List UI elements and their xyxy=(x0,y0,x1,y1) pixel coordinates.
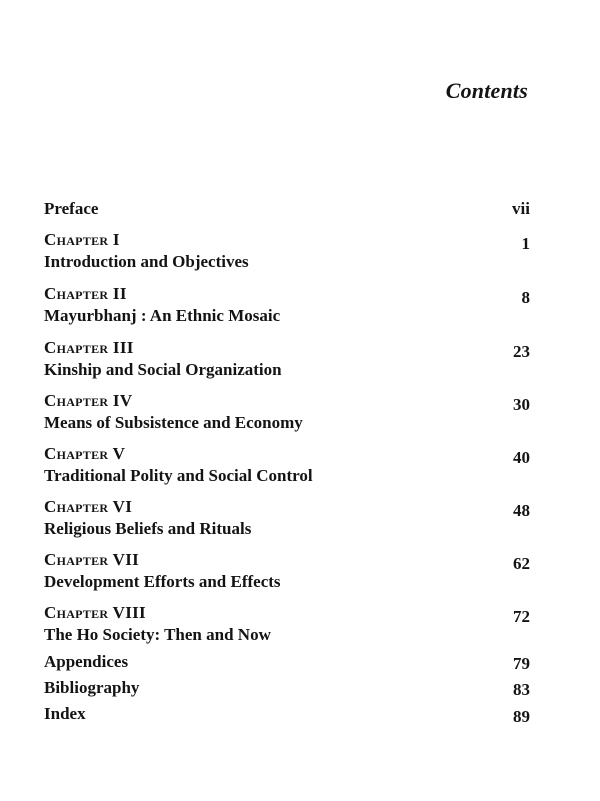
page-number: 40 xyxy=(513,448,530,467)
page-number: 83 xyxy=(513,680,530,699)
toc-entry-appendices[interactable] xyxy=(44,651,530,673)
chapter-label: Chapter II xyxy=(44,284,127,303)
entry-title: Preface xyxy=(44,199,99,218)
toc-entry-chapter-8[interactable] xyxy=(44,602,530,646)
toc-entry-chapter-3[interactable] xyxy=(44,337,530,381)
chapter-title: Development Efforts and Effects xyxy=(44,572,281,591)
page-title: Contents xyxy=(445,78,528,103)
toc-entry-chapter-4[interactable] xyxy=(44,390,530,434)
chapter-label: Chapter IV xyxy=(44,391,133,410)
chapter-title: Kinship and Social Organization xyxy=(44,360,282,379)
toc-entry-chapter-2[interactable] xyxy=(44,283,530,327)
page-number: 79 xyxy=(513,654,530,673)
chapter-title: The Ho Society: Then and Now xyxy=(44,625,271,644)
page-number: 1 xyxy=(521,234,530,253)
toc-entry-chapter-1[interactable] xyxy=(44,229,530,273)
page-number: 72 xyxy=(513,607,530,626)
entry-title: Index xyxy=(44,704,86,723)
toc-entry-chapter-6[interactable] xyxy=(44,496,530,540)
page-number: 8 xyxy=(521,288,530,307)
chapter-label: Chapter V xyxy=(44,444,126,463)
chapter-title: Means of Subsistence and Economy xyxy=(44,413,303,432)
page-number: 48 xyxy=(513,501,530,520)
page-number: 89 xyxy=(513,707,530,726)
chapter-label: Chapter VII xyxy=(44,550,140,569)
page-number: 62 xyxy=(513,554,530,573)
toc-entry-preface[interactable] xyxy=(44,198,530,220)
toc-entry-chapter-5[interactable] xyxy=(44,443,530,487)
toc-entry-bibliography[interactable] xyxy=(44,677,530,699)
toc-entry-index[interactable] xyxy=(44,703,530,725)
chapter-title: Religious Beliefs and Rituals xyxy=(44,519,252,538)
chapter-label: Chapter VIII xyxy=(44,603,146,622)
entry-title: Bibliography xyxy=(44,678,140,697)
entry-title: Appendices xyxy=(44,652,129,671)
page-number: 30 xyxy=(513,395,530,414)
toc-entry-chapter-7[interactable] xyxy=(44,549,530,593)
chapter-title: Traditional Polity and Social Control xyxy=(44,466,313,485)
page-number: vii xyxy=(512,199,530,218)
page-number: 23 xyxy=(513,342,530,361)
chapter-label: Chapter I xyxy=(44,230,120,249)
chapter-label: Chapter III xyxy=(44,338,134,357)
chapter-title: Introduction and Objectives xyxy=(44,252,249,271)
chapter-title: Mayurbhanj : An Ethnic Mosaic xyxy=(44,306,281,325)
chapter-label: Chapter VI xyxy=(44,497,133,516)
